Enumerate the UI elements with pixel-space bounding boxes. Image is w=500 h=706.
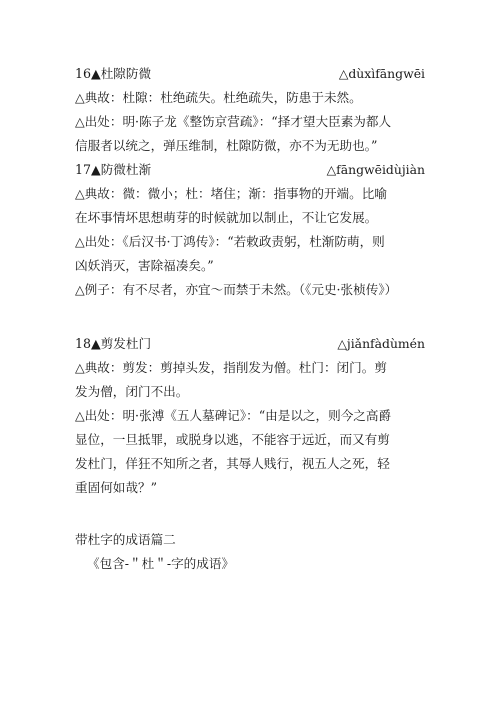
spacer [75, 302, 425, 332]
entry-line: △出处：明·陈子龙《整饬京营疏》：“择才望大臣素为都人 [75, 114, 392, 129]
entry-line: 在坏事情坏思想萌芽的时候就加以制止，不让它发展。 [75, 210, 378, 225]
entry-line: △例子：有不尽者，亦宜～而禁于未然。（《元史·张桢传》） [75, 282, 398, 297]
entry-header [75, 158, 425, 182]
entry-title: 17▲防微杜渐 [75, 162, 152, 177]
entry-header [75, 332, 425, 356]
entry-line: 显位，一旦抵罪，或脱身以逃，不能容于远近，而又有剪 [75, 432, 390, 447]
entry-line: △典故：杜隙：杜绝疏失。杜绝疏失，防患于未然。 [75, 90, 362, 105]
spacer [75, 500, 425, 528]
entry-header [75, 62, 425, 86]
entry-line: 凶妖消灭，害除福凑矣。” [75, 258, 214, 273]
idiom-entry [75, 158, 425, 302]
entry-line: △典故：微：微小；杜：堵住；渐：指事物的开端。比喻 [75, 186, 387, 201]
section-subtitle: 《包含-＂杜＂-字的成语》 [87, 556, 235, 571]
entry-line: △出处：《后汉书·丁鸿传》：“若敕政责躬，杜渐防萌，则 [75, 234, 385, 249]
entry-line: 发杜门，佯狂不知所之者，其辱人贱行，视五人之死，轻 [75, 456, 390, 471]
entry-pinyin: △jiǎnfàdùmén [337, 336, 425, 351]
entry-line: △出处：明·张溥《五人墓碑记》：“由是以之，则今之高爵 [75, 408, 392, 423]
entry-pinyin: △dùxìfāngwēi [338, 66, 425, 81]
entry-title: 18▲剪发杜门 [75, 336, 152, 351]
entry-title: 16▲杜隙防微 [75, 66, 152, 81]
section-title: 带杜字的成语篇二 [75, 532, 176, 547]
entry-line: 重固何如哉？” [75, 480, 158, 495]
entry-pinyin: △fāngwēidùjiàn [326, 162, 425, 177]
entry-line: △典故：剪发：剪掉头发，指削发为僧。杜门：闭门。剪 [75, 360, 387, 375]
entry-line: 信服者以统之，弹压维制，杜隙防微，亦不为无助也。” [75, 138, 378, 153]
idiom-entry [75, 332, 425, 500]
entry-line: 发为僧，闭门不出。 [75, 384, 189, 399]
document-page [75, 62, 425, 576]
idiom-entry [75, 62, 425, 158]
